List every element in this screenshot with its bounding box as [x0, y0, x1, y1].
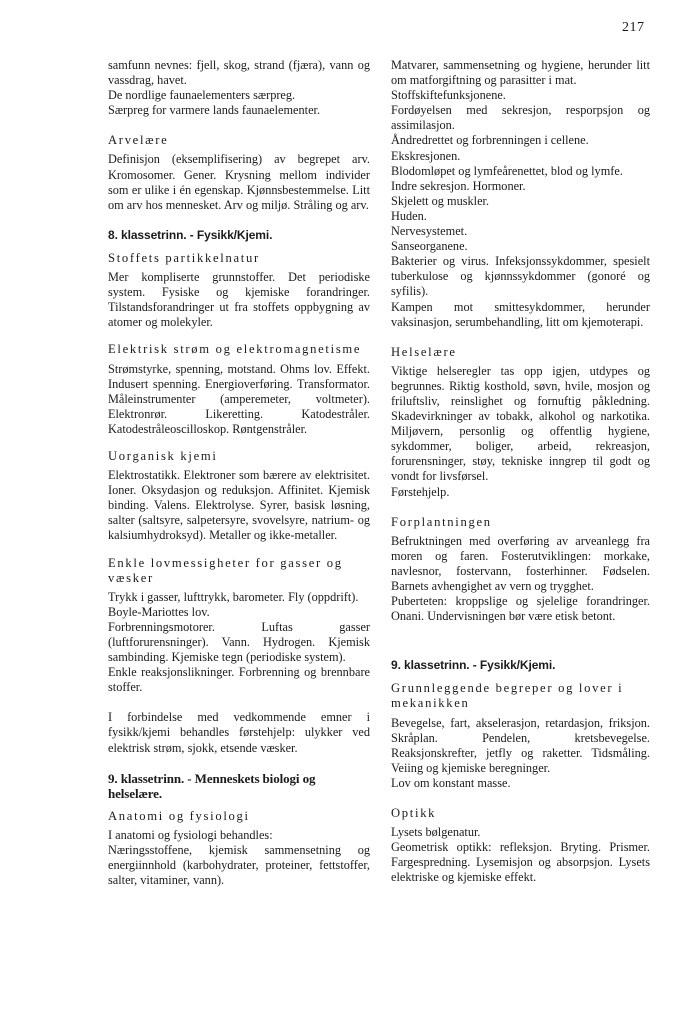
paragraph: Elektrostatikk. Elektroner som bærere av elektrisitet. Ioner. Oksydasjon og reduksjon. Affinitet. Kjemisk binding. Valens. Elektrolyse. Syrer, basisk løsning, salter (saltsyre, salpetersyre, svovelsyre, natrium- og kalsiumhydroksyd). Metaller og ikke-metaller. [108, 468, 370, 543]
list-item: Fordøyelsen med sekresjon, resporpsjon og assimilasjon. [391, 103, 650, 133]
section-heading-elektrisk-strom: Elektrisk strøm og elektromagnetisme [108, 342, 362, 357]
section-heading-uorganisk-kjemi: Uorganisk kjemi [108, 448, 218, 463]
list-item: Skjelett og muskler. [391, 193, 490, 208]
paragraph: samfunn nevnes: fjell, skog, strand (fjæra), vann og vassdrag, havet. [108, 58, 370, 88]
paragraph: Særpreg for varmere lands faunaelementer. [108, 103, 321, 118]
grade-heading-9-fysikk-kjemi: 9. klassetrinn. - Fysikk/Kjemi. [391, 658, 556, 673]
paragraph: Forbrenningsmotorer. Luftas gasser (luftforurensninger). Vann. Hydrogen. Kjemisk sambinding. Kjemiske tegn (periodiske system). [108, 619, 370, 665]
section-heading-forplantningen: Forplantningen [391, 514, 492, 529]
paragraph: Lov om konstant masse. [391, 775, 511, 790]
paragraph: Befruktningen med overføring av arveanlegg fra moren og faren. Fosterutviklingen: morkake, navlesnor, fostervann, fosterhinner. Fødselen. Barnets avhengighet av vern og trygghet. [391, 533, 650, 593]
paragraph: Trykk i gasser, lufttrykk, barometer. Fly (oppdrift). [108, 589, 359, 604]
list-item: Nervesystemet. [391, 224, 468, 239]
section-heading-stoffets-partikkelnatur: Stoffets partikkelnatur [108, 250, 260, 265]
grade-heading-9-menneskets-biologi: 9. klassetrinn. - Menneskets biologi og helselære. [108, 770, 316, 801]
section-heading-enkle-lovmessigheter: Enkle lovmessigheter for gasser og væsker [108, 555, 343, 585]
right-column [391, 58, 650, 886]
left-column [108, 58, 370, 888]
paragraph: Mer kompliserte grunnstoffer. Det periodiske system. Fysiske og kjemiske forandringer. Tilstandsforandringer ut fra stoffets oppbygning av atomer og molekyler. [108, 270, 370, 330]
paragraph: Lysets bølgenatur. [391, 825, 481, 840]
paragraph: Definisjon (eksemplifisering) av begrepet arv. Kromosomer. Gener. Krysning mellom individer som er ulike i én egenskap. Kjønnsbestemmelse. Litt om arv hos mennesket. Arv og miljø. Stråling og arv. [108, 152, 370, 212]
list-item: Stoffskiftefunksjonene. [391, 88, 506, 103]
paragraph: Strømstyrke, spenning, motstand. Ohms lov. Effekt. Indusert spenning. Energioverføring. Transformator. Måleinstrumenter (amperemeter, voltmeter). Elektronrør. Likeretting. Katodestråler. Katodestråleoscilloskop. Røntgenstråler. [108, 361, 370, 436]
grade-heading-8-fysikk-kjemi: 8. klassetrinn. - Fysikk/Kjemi. [108, 227, 273, 242]
paragraph: Næringsstoffene, kjemisk sammensetning og energiinnhold (karbohydrater, proteiner, fettstoffer, salter, vitaminer, vann). [108, 843, 370, 888]
paragraph: Geometrisk optikk: refleksjon. Bryting. Prismer. Fargespredning. Lysemisjon og absorpsjon. Lysets elektriske og kjemiske effekt. [391, 840, 650, 885]
paragraph: Puberteten: kroppslige og sjelelige forandringer. Onani. Undervisningen bør være etisk betont. [391, 594, 650, 624]
section-heading-arvelaere: Arvelære [108, 133, 169, 148]
paragraph: I anatomi og fysiologi behandles: [108, 827, 273, 842]
paragraph: Viktige helseregler tas opp igjen, utdypes og begrunnes. Riktig kosthold, søvn, hvile, mosjon og friluftsliv, reinslighet og fornuftig påkledning. Skadevirkninger av tobakk, alkohol og narkotika. Miljøvern, personlig og offentlig hygiene, sykdommer, boliger, arbeid, rekreasjon, forurensninger, støy, tekniske inngrep til godt og vondt for livsførsel. [391, 363, 650, 484]
page-number: 217 [622, 20, 645, 35]
list-item: Ekskresjonen. [391, 148, 461, 163]
paragraph: Førstehjelp. [391, 484, 450, 499]
section-heading-optikk: Optikk [391, 806, 437, 821]
section-heading-helselaere: Helselære [391, 344, 457, 359]
list-item: Matvarer, sammensetning og hygiene, herunder litt om matforgiftning og parasitter i mat. [391, 58, 650, 88]
list-item: Sanseorganene. [391, 239, 468, 254]
list-item: Indre sekresjon. Hormoner. [391, 178, 526, 193]
list-item: Huden. [391, 208, 427, 223]
list-item: Kampen mot smittesykdommer, herunder vaksinasjon, serumbehandling, litt om kjemoterapi. [391, 299, 650, 329]
paragraph: Boyle-Mariottes lov. [108, 604, 210, 619]
section-heading-grunnleggende-begreper: Grunnleggende begreper og lover i mekanikken [391, 681, 624, 711]
section-heading-anatomi-fysiologi: Anatomi og fysiologi [108, 808, 250, 823]
paragraph: De nordlige faunaelementers særpreg. [108, 88, 296, 103]
paragraph-forstehjelp-note: I forbindelse med vedkommende emner i fysikk/kjemi behandles førstehjelp: ulykker ved elektrisk strøm, sjokk, etsende væsker. [108, 710, 370, 755]
paragraph: Bevegelse, fart, akselerasjon, retardasjon, friksjon. Skråplan. Pendelen, kretsbevegelse. Reaksjonskrefter, jetfly og raketter. Tidsmåling. Veiing og kjemiske beregninger. [391, 715, 650, 775]
list-item: Åndredrettet og forbrenningen i cellene. [391, 133, 589, 148]
paragraph: Enkle reaksjonslikninger. Forbrenning og brennbare stoffer. [108, 665, 370, 695]
list-item: Bakterier og virus. Infeksjonssykdommer, spesielt tuberkulose og kjønnssykdommer (gonoré og syfilis). [391, 254, 650, 299]
list-item: Blodomløpet og lymfeårenettet, blod og lymfe. [391, 163, 623, 178]
